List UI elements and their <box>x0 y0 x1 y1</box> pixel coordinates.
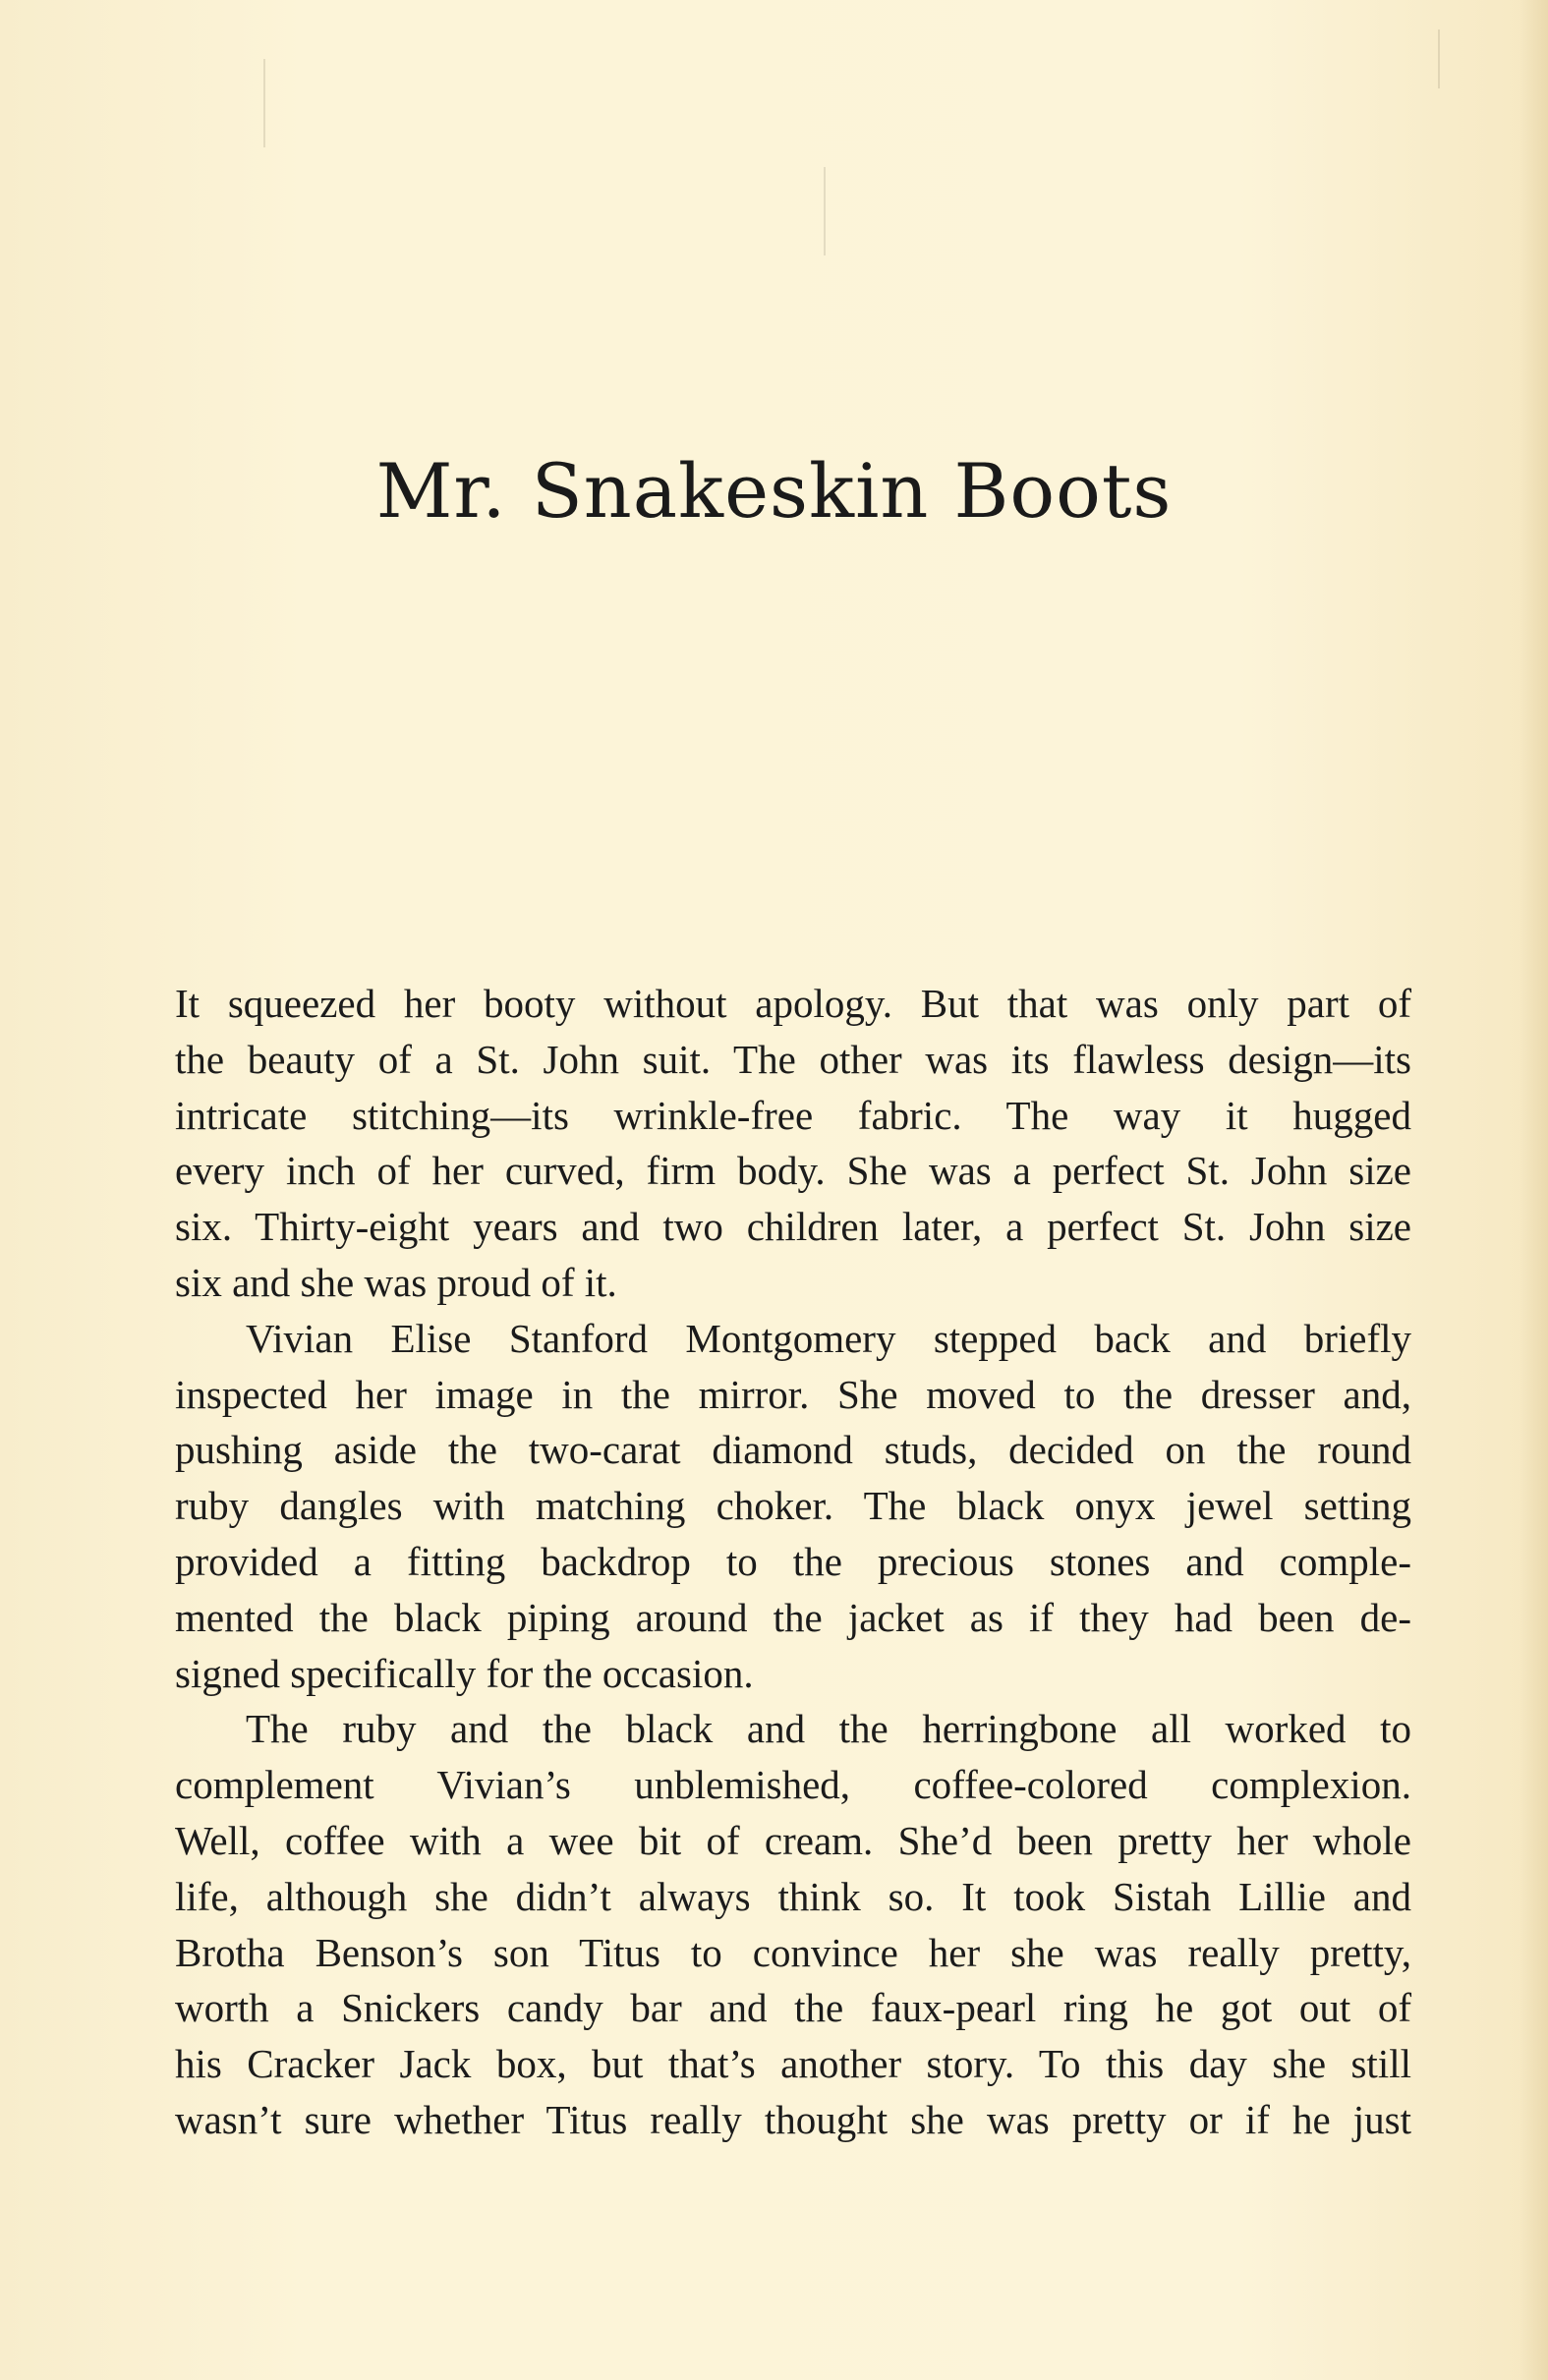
text-line: pushing aside the two-carat diamond studs, decided on the round <box>175 1427 1411 1473</box>
text-line: wasn’t sure whether Titus really thought she was pretty or if he just <box>175 2096 1411 2142</box>
page-edge-shadow <box>1519 0 1548 2380</box>
text-line: every inch of her curved, firm body. She was a perfect St. John size <box>175 1148 1411 1194</box>
text-line: Well, coffee with a wee bit of cream. She’d been pretty her whole <box>175 1817 1411 1863</box>
chapter-body <box>175 976 1411 2148</box>
text-line: his Cracker Jack box, but that’s another story. To this day she still <box>175 2041 1411 2087</box>
text-line: worth a Snickers candy bar and the faux-pearl ring he got out of <box>175 1985 1411 2031</box>
scan-artifact-line <box>824 167 826 255</box>
text-line: life, although she didn’t always think so. It took Sistah Lillie and <box>175 1873 1411 1919</box>
text-line: mented the black piping around the jacket as if they had been de- <box>175 1594 1411 1640</box>
scan-artifact-line <box>1438 29 1440 88</box>
text-line: six and she was proud of it. <box>175 1259 617 1305</box>
text-line: six. Thirty-eight years and two children later, a perfect St. John size <box>175 1204 1411 1250</box>
text-line: ruby dangles with matching choker. The black onyx jewel setting <box>175 1483 1411 1529</box>
text-line: signed specifically for the occasion. <box>175 1650 754 1696</box>
text-line: intricate stitching—its wrinkle-free fabric. The way it hugged <box>175 1092 1411 1138</box>
text-line: Brotha Benson’s son Titus to convince her she was really pretty, <box>175 1929 1411 1975</box>
text-line: provided a fitting backdrop to the precious stones and comple- <box>175 1538 1411 1584</box>
text-line: inspected her image in the mirror. She moved to the dresser and, <box>175 1371 1411 1417</box>
text-line: the beauty of a St. John suit. The other was its flawless design—its <box>175 1036 1411 1082</box>
text-line: complement Vivian’s unblemished, coffee-colored complexion. <box>175 1762 1411 1808</box>
text-line: It squeezed her booty without apology. But that was only part of <box>175 981 1411 1026</box>
chapter-title: Mr. Snakeskin Boots <box>375 447 1173 535</box>
text-line: The ruby and the black and the herringbone all worked to <box>246 1706 1411 1752</box>
text-line: Vivian Elise Stanford Montgomery stepped back and briefly <box>246 1315 1411 1361</box>
scan-artifact-line <box>263 59 265 147</box>
